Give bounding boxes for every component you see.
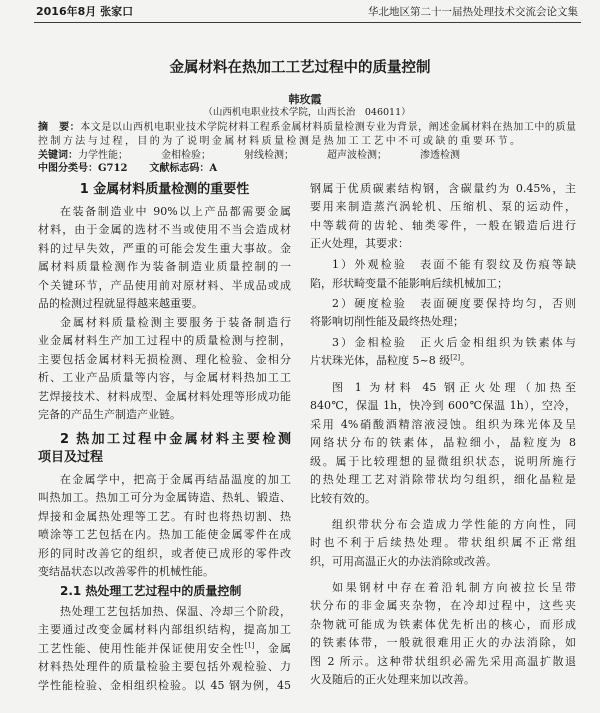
text-run: 。 (460, 354, 472, 367)
text-line: 比较有效的。 (310, 492, 376, 505)
text-line: 采用 4%硝酸酒精溶液浸蚀。组织为珠光体及呈 (310, 418, 576, 431)
clc-label: 中图分类号： (38, 163, 98, 174)
text-line: 热处理工艺包括加热、保温、冷却三个阶段， (60, 605, 291, 618)
text-line: 形的同时改善它的组织，或者使已成形的零件改 (38, 547, 291, 560)
text-line: 织，可用高温正火的办法消除或改善。 (310, 555, 497, 568)
text-line: 个关键环节，产品使用前对原材料、半成品或成 (38, 279, 291, 292)
text-line: 840℃，保温 1h，快冷到 600℃保温 1h），空冷， (310, 399, 576, 412)
abstract-line (38, 121, 576, 134)
text-line: 主要通过改变金属材料内部组织结构，提高加工 (38, 623, 291, 636)
keyword-group (38, 149, 128, 162)
running-header-date-place: 2016年8月 张家口 (36, 5, 134, 18)
text-line: 时也不利于后续热处理。带状组织属不正常组 (310, 536, 576, 549)
keyword: 渗透检测 (420, 150, 460, 161)
text-line: 叫热加工。热加工可分为金属铸造、热轧、锻造、 (38, 491, 291, 504)
text-line: 钢属于优质碳素结构钢，含碳量约为 0.45%，主 (310, 182, 576, 195)
doc-code-label: 文献标志码： (149, 163, 210, 174)
keywords-label: 关键词： (38, 150, 78, 161)
text-line: 在金属学中，把高于金属再结晶温度的加工 (60, 473, 291, 486)
keyword: 力学性能； (78, 150, 128, 161)
text-line: 要用来制造蒸汽涡轮机、压缩机、泵的运动件， (310, 200, 576, 213)
text-line: 级。属于比较理想的显微组织状态，说明所施行 (310, 455, 576, 468)
text-line: 的热处理工艺对消除带状均匀组织，细化晶粒是 (310, 473, 576, 486)
text-line (38, 642, 291, 656)
text-run: 工艺性能、使用性能并保证使用安全性 (38, 642, 245, 655)
citation-ref: [2] (450, 353, 461, 362)
text-line: 主要包括金属材料无损检测、理化检验、金相分 (38, 353, 291, 366)
text-line: 焊接和金属热处理等工艺。有时也将热切割、热 (38, 510, 291, 523)
text-line: 品的检测过程就显得越来越重要。 (38, 297, 203, 310)
list-item-line (310, 354, 576, 368)
text-line: 析、工业产品质量等内容，与金属材料热加工工 (38, 371, 291, 384)
list-item-line: 2）硬度检验 表面硬度要保持均匀，否则 (332, 297, 576, 310)
text-line: 艺焊接技术、材料成型、金属材料处理等形成功能 (38, 390, 291, 403)
text-line: 图 1 为材料 45 钢正火处理（加热至 (332, 381, 576, 394)
text-line: 属材料质量检测作为装备制造业质量控制的一 (38, 260, 291, 273)
list-item-line: 陷，形状畸变量不能影响后续机械加工； (310, 277, 508, 290)
text-line: 中等载荷的齿轮、轴类零件，一般在锻造后进行 (310, 219, 576, 232)
abstract-text: 本文是以山西机电职业技术学院材料工程系金属材料质量检测专业为背景，阐述金属材料在热加工中的质量 (80, 122, 577, 133)
list-item-line: 1）外观检验 表面不能有裂纹及伤痕等缺 (332, 258, 576, 271)
text-line: 完备的产品生产制造产业链。 (38, 408, 181, 421)
text-line: 正火处理，其要求： (310, 237, 409, 250)
text-line: 料的过早失效，严重的可能会发生重大事故。金 (38, 242, 291, 255)
text-line: 如果钢材中存在着沿轧制方向被拉长呈带 (332, 581, 576, 594)
text-line: 材料热处理件的质量检验主要包括外观检验、力 (38, 660, 291, 673)
running-header-proceedings: 华北地区第二十一届热处理技术交流会论文集 (368, 6, 578, 18)
list-item-line: 3）金相检验 正火后金相组织为铁素体与 (332, 336, 576, 349)
subsection-heading: 2.1 热处理工艺过程中的质量控制 (60, 584, 242, 598)
text-line: 组织带状分布会造成力学性能的方向性，同 (332, 518, 576, 531)
paper-title: 金属材料在热加工工艺过程中的质量控制 (169, 60, 431, 76)
section-heading: 2 热加工过程中金属材料主要检测 (60, 432, 291, 447)
text-line: 材料，由于金属的选材不当或使用不当会造成材 (38, 223, 291, 236)
classification-line (38, 162, 298, 175)
header-rule (34, 22, 581, 23)
keyword: 超声波检测； (327, 150, 387, 161)
text-line: 的铁素体带，一般就很难用正火的办法消除，如 (310, 636, 576, 649)
keywords (38, 149, 460, 162)
list-item-line: 将影响切削性能及最终热处理； (310, 315, 464, 328)
text-run: ，金属 (254, 642, 292, 655)
text-line: 杂物就可能成为铁素体优先析出的核心，而形成 (310, 618, 576, 631)
citation-ref: [1] (244, 641, 255, 650)
keyword: 射线检测； (244, 150, 294, 161)
text-line: 图 2 所示。这种带状组织必需先采用高温扩散退 (310, 655, 576, 668)
doc-code-value: A (209, 163, 218, 174)
text-line: 变结晶状态以改善零件的机械性能。 (38, 565, 214, 578)
section-heading: 项目及过程 (38, 450, 104, 465)
text-line: 在装备制造业中 90%以上产品都需要金属 (60, 205, 291, 218)
text-line: 喷涂等工艺包括在内。热加工能使金属零件在成 (38, 528, 291, 541)
clc-value: G712 (98, 163, 128, 174)
author-affiliation: （山西机电职业技术学院，山西长治 046011） (203, 107, 411, 118)
text-line: 学性能检验、金相组织检验。以 45 钢为例，45 (38, 679, 291, 692)
keyword: 金相检验； (161, 150, 211, 161)
text-line: 火及随后的正火处理来加以改善。 (310, 673, 475, 686)
section-heading: 1 金属材料质量检测的重要性 (79, 182, 250, 197)
abstract-label: 摘 要： (38, 122, 81, 133)
text-line: 网络状分布的铁素体，晶粒细小，晶粒度为 8 (310, 436, 576, 449)
author-name: 韩玫霞 (288, 93, 322, 106)
text-run: 片状珠光体，晶粒度 5~8 级 (310, 354, 451, 367)
text-line: 金属材料质量检测主要服务于装备制造行 (60, 316, 291, 329)
text-line: 状分布的非金属夹杂物，在冷却过程中，这些夹 (310, 599, 576, 612)
abstract-line: 控制方法与过程，目的为了说明金属材料质量检测是热加工工艺中不可或缺的重要环节。 (38, 136, 520, 147)
text-line: 业金属材料生产加工过程中的质量检测与控制， (38, 334, 291, 347)
